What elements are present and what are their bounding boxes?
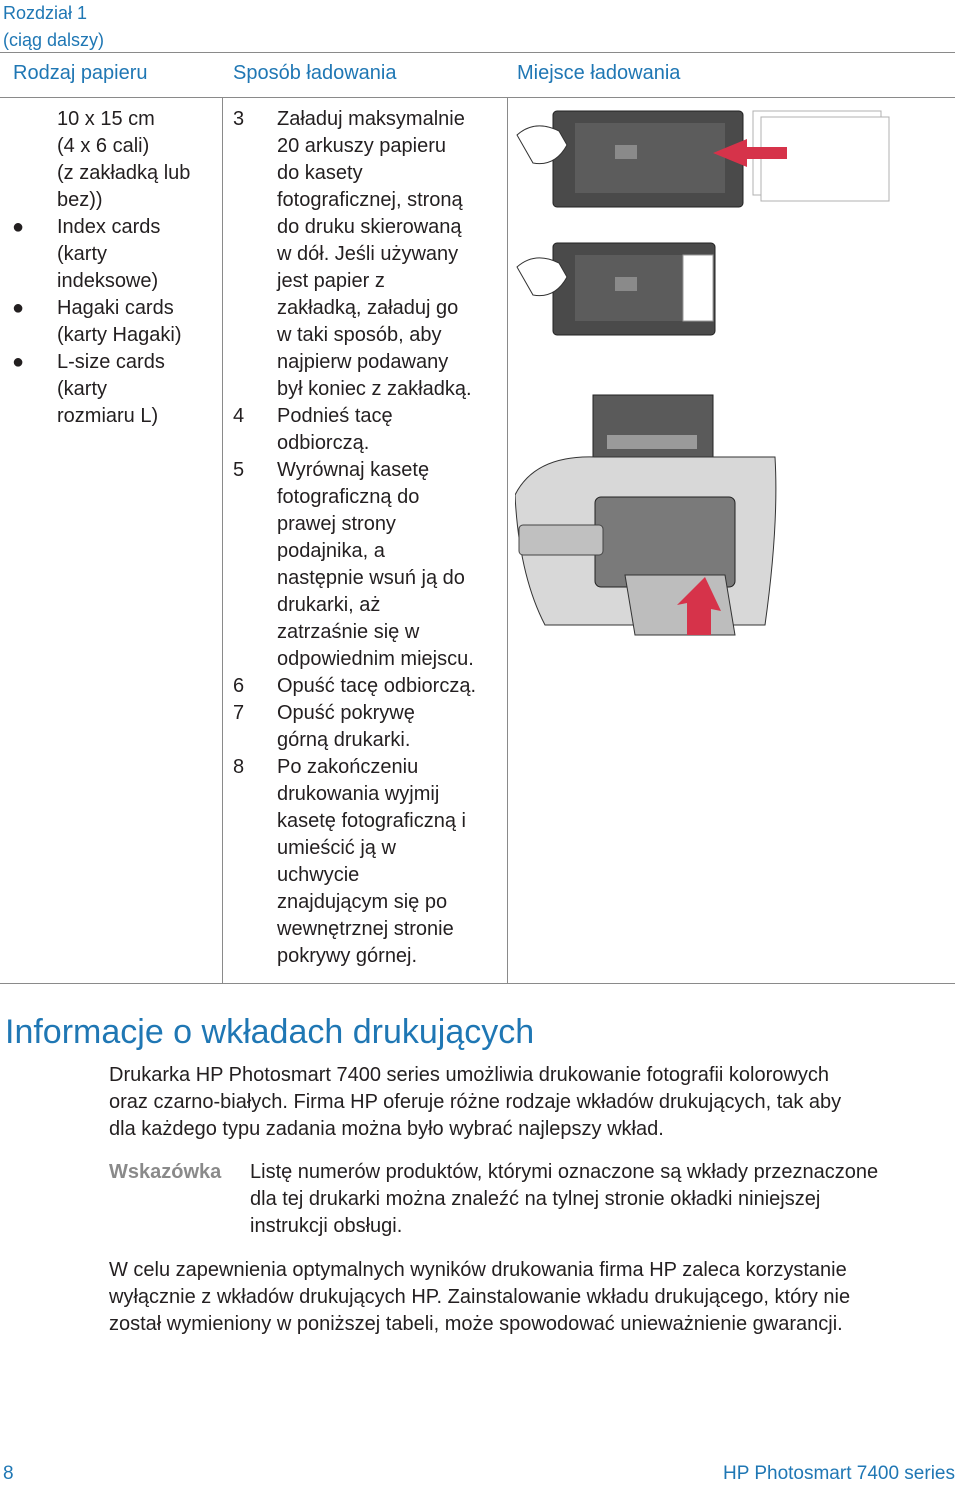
step-line: drukarki, aż: [277, 594, 381, 616]
step-line: do kasety: [277, 162, 363, 184]
step-number: 4: [233, 405, 245, 427]
paper-size-line: 10 x 15 cm: [57, 108, 155, 130]
step-line: podajnika, a: [277, 540, 385, 562]
page-number: 8: [3, 1463, 14, 1484]
printer-figure: [515, 395, 776, 635]
chapter-heading: [3, 0, 104, 54]
step-line: Opuść tacę odbiorczą.: [277, 675, 476, 697]
paragraph-line: wyłącznie z wkładów drukujących HP. Zainstalowanie wkładu drukującego, który nie: [109, 1286, 851, 1308]
list-item-line: Index cards: [57, 216, 161, 238]
list-item-line: (karty: [57, 378, 107, 400]
step-line: w dół. Jeśli używany: [277, 243, 459, 265]
step-line: Załaduj maksymalnie: [277, 108, 465, 130]
header-loading-location: Miejsce ładowania: [517, 62, 681, 84]
paragraph-line: dla każdego typu zadania można było wybrać najlepszy wkład.: [109, 1118, 664, 1140]
list-item-line: Hagaki cards: [57, 297, 174, 319]
step-line: był koniec z zakładką.: [277, 378, 472, 400]
paragraph-line: oraz czarno-białych. Firma HP oferuje różne rodzaje wkładów drukujących, tak aby: [109, 1091, 842, 1113]
list-item: [12, 214, 217, 295]
step-line: kasetę fotograficzną i: [277, 810, 466, 832]
output-tray: [595, 497, 735, 587]
step-number: 8: [233, 756, 245, 778]
paragraph-line: Drukarka HP Photosmart 7400 series umożliwia drukowanie fotografii kolorowych: [109, 1064, 829, 1086]
cassette-tray: [575, 123, 725, 193]
step-item: [233, 754, 508, 970]
step-item: [233, 700, 508, 754]
step-line: zatrzaśnie się w: [277, 621, 420, 643]
list-item-line: (karty: [57, 243, 107, 265]
step-number: 7: [233, 702, 245, 724]
section-title: Informacje o wkładach drukujących: [5, 1013, 535, 1051]
step-line: znajdującym się po: [277, 891, 448, 913]
bullet-icon: ●: [12, 216, 25, 238]
header-paper-type: Rodzaj papieru: [13, 62, 148, 84]
step-line: fotograficznej, stroną: [277, 189, 463, 211]
step-line: jest papier z: [277, 270, 385, 292]
paragraph-line: dla tej drukarki można znaleźć na tylnej stronie okładki niniejszej: [250, 1188, 821, 1210]
cassette-tray: [575, 255, 701, 321]
intro-paragraph: [109, 1062, 949, 1143]
loading-steps: [233, 106, 508, 970]
paper-type-cell: [12, 106, 217, 430]
table-rule: [0, 983, 955, 984]
photo-paper-edge: [683, 255, 713, 321]
step-number: 6: [233, 675, 245, 697]
list-item-line: L-size cards: [57, 351, 165, 373]
step-line: górną drukarki.: [277, 729, 411, 751]
paper-size-line: (z zakładką lub: [57, 162, 191, 184]
step-line: uchwycie: [277, 864, 360, 886]
step-line: w taki sposób, aby: [277, 324, 442, 346]
cassette-with-paper-figure: [517, 111, 889, 207]
step-line: odbiorczą.: [277, 432, 370, 454]
step-number: 3: [233, 108, 245, 130]
paragraph-line: został wymieniony w poniższej tabeli, może spowodować unieważnienie gwarancji.: [109, 1313, 843, 1335]
step-line: 20 arkuszy papieru: [277, 135, 446, 157]
paragraph-line: W celu zapewnienia optymalnych wyników drukowania firma HP zaleca korzystanie: [109, 1259, 847, 1281]
list-item-line: rozmiaru L): [57, 405, 159, 427]
step-line: pokrywy górnej.: [277, 945, 418, 967]
step-line: fotograficzną do: [277, 486, 420, 508]
paper-size-line: bez)): [57, 189, 103, 211]
list-item-line: (karty Hagaki): [57, 324, 182, 346]
step-line: następnie wsuń ją do: [277, 567, 465, 589]
step-item: [233, 403, 508, 457]
bullet-icon: ●: [12, 351, 25, 373]
list-item: [12, 295, 217, 349]
table-divider: [222, 97, 223, 983]
step-line: prawej strony: [277, 513, 396, 535]
step-item: [233, 457, 508, 673]
hp-logo-icon: [615, 145, 637, 159]
cassette-loaded-figure: [517, 243, 715, 335]
chapter-continued: (ciąg dalszy): [3, 30, 105, 50]
tip-label: Wskazówka: [109, 1161, 222, 1183]
hp-logo-icon: [615, 277, 637, 291]
paragraph-line: Listę numerów produktów, którymi oznaczone są wkłady przeznaczone: [250, 1161, 879, 1183]
tip-text: [250, 1159, 950, 1240]
chapter-number: Rozdział 1: [3, 3, 88, 23]
step-line: drukowania wyjmij: [277, 783, 440, 805]
step-line: zakładką, załaduj go: [277, 297, 459, 319]
step-item: [233, 673, 508, 700]
step-line: najpierw podawany: [277, 351, 449, 373]
step-number: 5: [233, 459, 245, 481]
step-line: do druku skierowaną: [277, 216, 462, 238]
step-line: Wyrównaj kasetę: [277, 459, 430, 481]
cassette-slot: [607, 435, 697, 449]
step-line: Po zakończeniu: [277, 756, 419, 778]
step-line: Opuść pokrywę: [277, 702, 415, 724]
step-item: [233, 106, 508, 403]
paper-size-line: (4 x 6 cali): [57, 135, 150, 157]
step-line: odpowiednim miejscu.: [277, 648, 474, 670]
list-item: [12, 349, 217, 430]
step-line: umieścić ją w: [277, 837, 396, 859]
paragraph-line: instrukcji obsługi.: [250, 1215, 403, 1237]
header-loading-method: Sposób ładowania: [233, 62, 397, 84]
footer-title: HP Photosmart 7400 series: [723, 1463, 955, 1484]
input-tray: [625, 575, 735, 635]
table-header: [0, 52, 955, 98]
photo-cassette-loading-illustration: [515, 105, 955, 640]
outro-paragraph: [109, 1257, 949, 1338]
list-item-line: indeksowe): [57, 270, 159, 292]
control-panel: [519, 525, 603, 555]
bullet-icon: ●: [12, 297, 25, 319]
step-line: Podnieś tacę: [277, 405, 393, 427]
step-line: wewnętrznej stronie: [277, 918, 454, 940]
